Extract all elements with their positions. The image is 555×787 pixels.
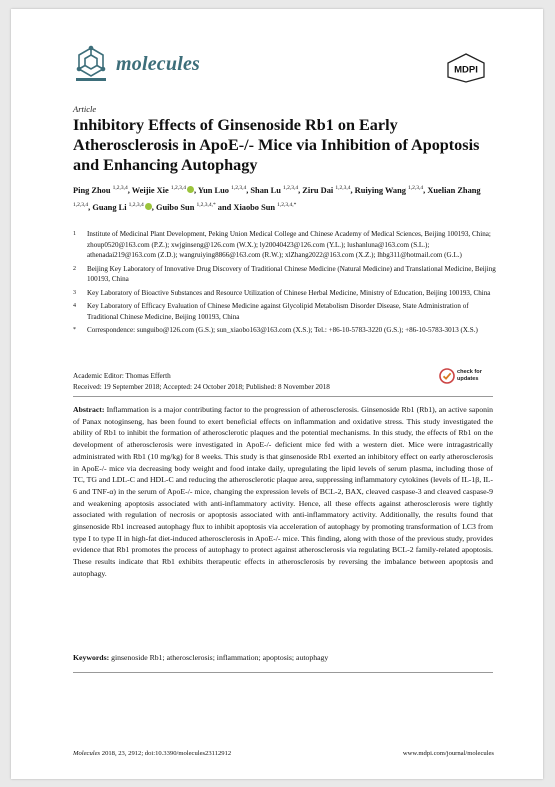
keywords-label: Keywords: [73, 653, 110, 662]
molecules-logo-icon [73, 45, 109, 83]
affiliation-item [73, 288, 498, 299]
affiliation-text: Correspondence: sunguibo@126.com (G.S.); sun_xiaobo163@163.com (X.S.); Tel.: +86-10-5783-3220 (G.S.); +86-10-5783-3013 (X.S.) [87, 326, 478, 334]
author-affiliation: 1,2,3,4 [282, 185, 299, 191]
author [73, 186, 132, 195]
citation-journal: Molecules [73, 750, 101, 757]
academic-editor: Academic Editor: Thomas Efferth [73, 372, 171, 380]
article-meta [73, 371, 330, 393]
author-name: Xuelian Zhang [427, 185, 481, 195]
citation-footer [73, 750, 231, 757]
affiliation-number: 2 [73, 265, 76, 272]
author-affiliation: 1,2,3,4 [408, 185, 424, 191]
author-name: and Xiaobo Sun [217, 202, 276, 212]
affiliation-item [73, 301, 498, 322]
author-affiliation: 1,2,3,4 [73, 201, 89, 208]
abstract-label: Abstract: [73, 405, 105, 414]
author-name: Shan Lu [250, 185, 281, 195]
affiliation-item [73, 229, 498, 261]
affiliation-number: 4 [73, 303, 76, 309]
author-affiliation: 1,2,3,4 [170, 185, 186, 191]
author-affiliation: 1,2,3,4 [231, 185, 247, 191]
article-dates: Received: 19 September 2018; Accepted: 24 October 2018; Published: 8 November 2018 [73, 383, 330, 391]
author-separator: , [88, 202, 93, 212]
author-affiliation: 1,2,3,4,* [277, 201, 297, 208]
affiliation-text: Institute of Medicinal Plant Development, Peking Union Medical College and Chinese Academy of Medical Sciences, Beijing 100193, China; zhoup0520@163.com (P.Z.); xwjginseng@126.com (W.X.); ly20040423@126.com (Y.L.); lushanluna@163.com (S.L.); athenadai219@163.com (Z.D.); wangruiying8866@163.com (R.W.); xlZhang2022@163.com (X.Z.); lhbg311@hotmail.com (G.L.) [87, 230, 491, 259]
keywords [73, 652, 493, 663]
author-affiliation: 1,2,3,4 [128, 201, 144, 208]
author-separator: , [350, 185, 355, 195]
author-name: Ping Zhou [73, 185, 111, 195]
affiliation-item [73, 264, 498, 285]
check-for-updates-icon [439, 368, 455, 384]
author [218, 203, 297, 212]
author-affiliation: 1,2,3,4 [112, 185, 128, 191]
affiliation-text: Key Laboratory of Efficacy Evaluation of Chinese Medicine against Glycolipid Metabolism Disorder Disease, State Administration of Traditional Chinese Medicine, Beijing 100193, China [87, 302, 469, 321]
author-affiliation: 1,2,3,4,* [196, 201, 216, 208]
check-for-updates-badge[interactable] [439, 366, 493, 386]
mdpi-logo-text: MDPI [454, 64, 478, 76]
author-separator: , [193, 185, 198, 195]
abstract-text: Inflammation is a major contributing factor to the progression of atherosclerosis. Ginsenoside Rb1 (Rb1), an active saponin of Panax notoginseng, has been found to exert beneficial effects on inflammation and oxidative stress. This study investigated the ability of Rb1 to inhibit the formation of atherosclerotic plaques and the potential mechanisms. In this study, the effects of Rb1 on the development of atherosclerosis were investigated in ApoE-/- deficient mice fed with a western diet. Mice were intragastrically administrated with Rb1 (10 mg/kg) for 8 weeks. This study is that ginsenoside Rb1 exerted an inhibitory effect on early atherosclerosis in ApoE-/- mice via decreasing body weight and food intake daily, upregulating the lipid levels of serum plasma, including those of TC, TG and LDL-C and HDL-C and reducing the atherosclerotic plaque area, suppressing inflammatory cytokines (levels of IL-1β, IL-6 and TNF-α) in the serum of ApoE-/- mice, changing the expression levels of BCL-2, BAX, cleaved caspase-3 and cleaved caspase-9 and weakening apoptosis associated with anti-inflammatory activity. Hence, all these effects against atherosclerosis were tightly associated with regulation of necrosis or apoptosis associated with anti-inflammatory activity. Additionally, the results found that ginsenoside Rb1 increased autophagy flux to inhibit apoptosis via acceleration of autophagy by promoting transformation of LC3 from type I to type II in high-fat diet-induced atherosclerosis in ApoE-/- mice. This finding, along with those of the previous study, provides evidence that Rb1 promotes the process of autophagy to protect against atherosclerosis via regulating BCL-2 family-related apoptosis. These results indicate that Rb1 exhibits therapeutic effects in atherosclerosis by reversing the imbalance between apoptosis and autophagy. [73, 405, 494, 578]
paper-title: Inhibitory Effects of Ginsenoside Rb1 on Early Atherosclerosis in ApoE-/- Mice via Inhibition of Apoptosis and Enhancing Autophagy [73, 116, 480, 174]
orcid-icon[interactable] [187, 186, 194, 193]
author-name: Yun Luo [197, 185, 229, 195]
author [198, 186, 251, 195]
abstract [73, 404, 493, 580]
author-name: Guibo Sun [155, 202, 195, 212]
author-name: Ziru Dai [302, 185, 334, 195]
check-updates-line1: check for [457, 369, 482, 375]
article-type: Article [73, 104, 97, 114]
author-name: Ruiying Wang [354, 185, 406, 195]
author [156, 203, 218, 212]
author [92, 203, 156, 212]
author [132, 186, 198, 195]
paper-page [11, 9, 543, 779]
author-affiliation: 1,2,3,4 [335, 185, 351, 191]
orcid-icon[interactable] [145, 203, 152, 210]
affiliation-number: 3 [73, 289, 76, 296]
affiliation-text: Beijing Key Laboratory of Innovative Drug Discovery of Traditional Chinese Medicine (Natural Medicine) and Translational Medicine, Beijing 100193, China [87, 264, 496, 283]
author-list [73, 181, 483, 215]
affiliation-list [73, 229, 498, 339]
mdpi-logo-icon [445, 53, 487, 83]
author-separator: , [298, 185, 303, 195]
check-updates-line2: updates [457, 375, 479, 382]
separator-line [73, 672, 493, 673]
journal-name: molecules [116, 53, 201, 75]
author-name: Guang Li [92, 202, 127, 212]
journal-url-link[interactable]: www.mdpi.com/journal/molecules [402, 750, 494, 757]
affiliation-number: 1 [73, 231, 76, 237]
author-separator: , [246, 185, 251, 195]
keywords-text: ginsenoside Rb1; atherosclerosis; inflammation; apoptosis; autophagy [111, 653, 329, 662]
separator-line [73, 396, 493, 397]
author-separator: , [127, 185, 132, 195]
author [355, 186, 428, 195]
author [302, 186, 354, 195]
affiliation-item [73, 325, 498, 336]
author-separator: , [151, 202, 156, 212]
citation-details: 2018, 23, 2912; doi:10.3390/molecules23112912 [101, 750, 232, 757]
affiliation-text: Key Laboratory of Bioactive Substances and Resource Utilization of Chinese Herbal Medicine, Ministry of Education, Beijing 100193, China [87, 288, 491, 297]
author-name: Weijie Xie [131, 185, 169, 195]
author [250, 186, 302, 195]
author-separator: , [423, 185, 428, 195]
affiliation-number: * [73, 327, 76, 333]
